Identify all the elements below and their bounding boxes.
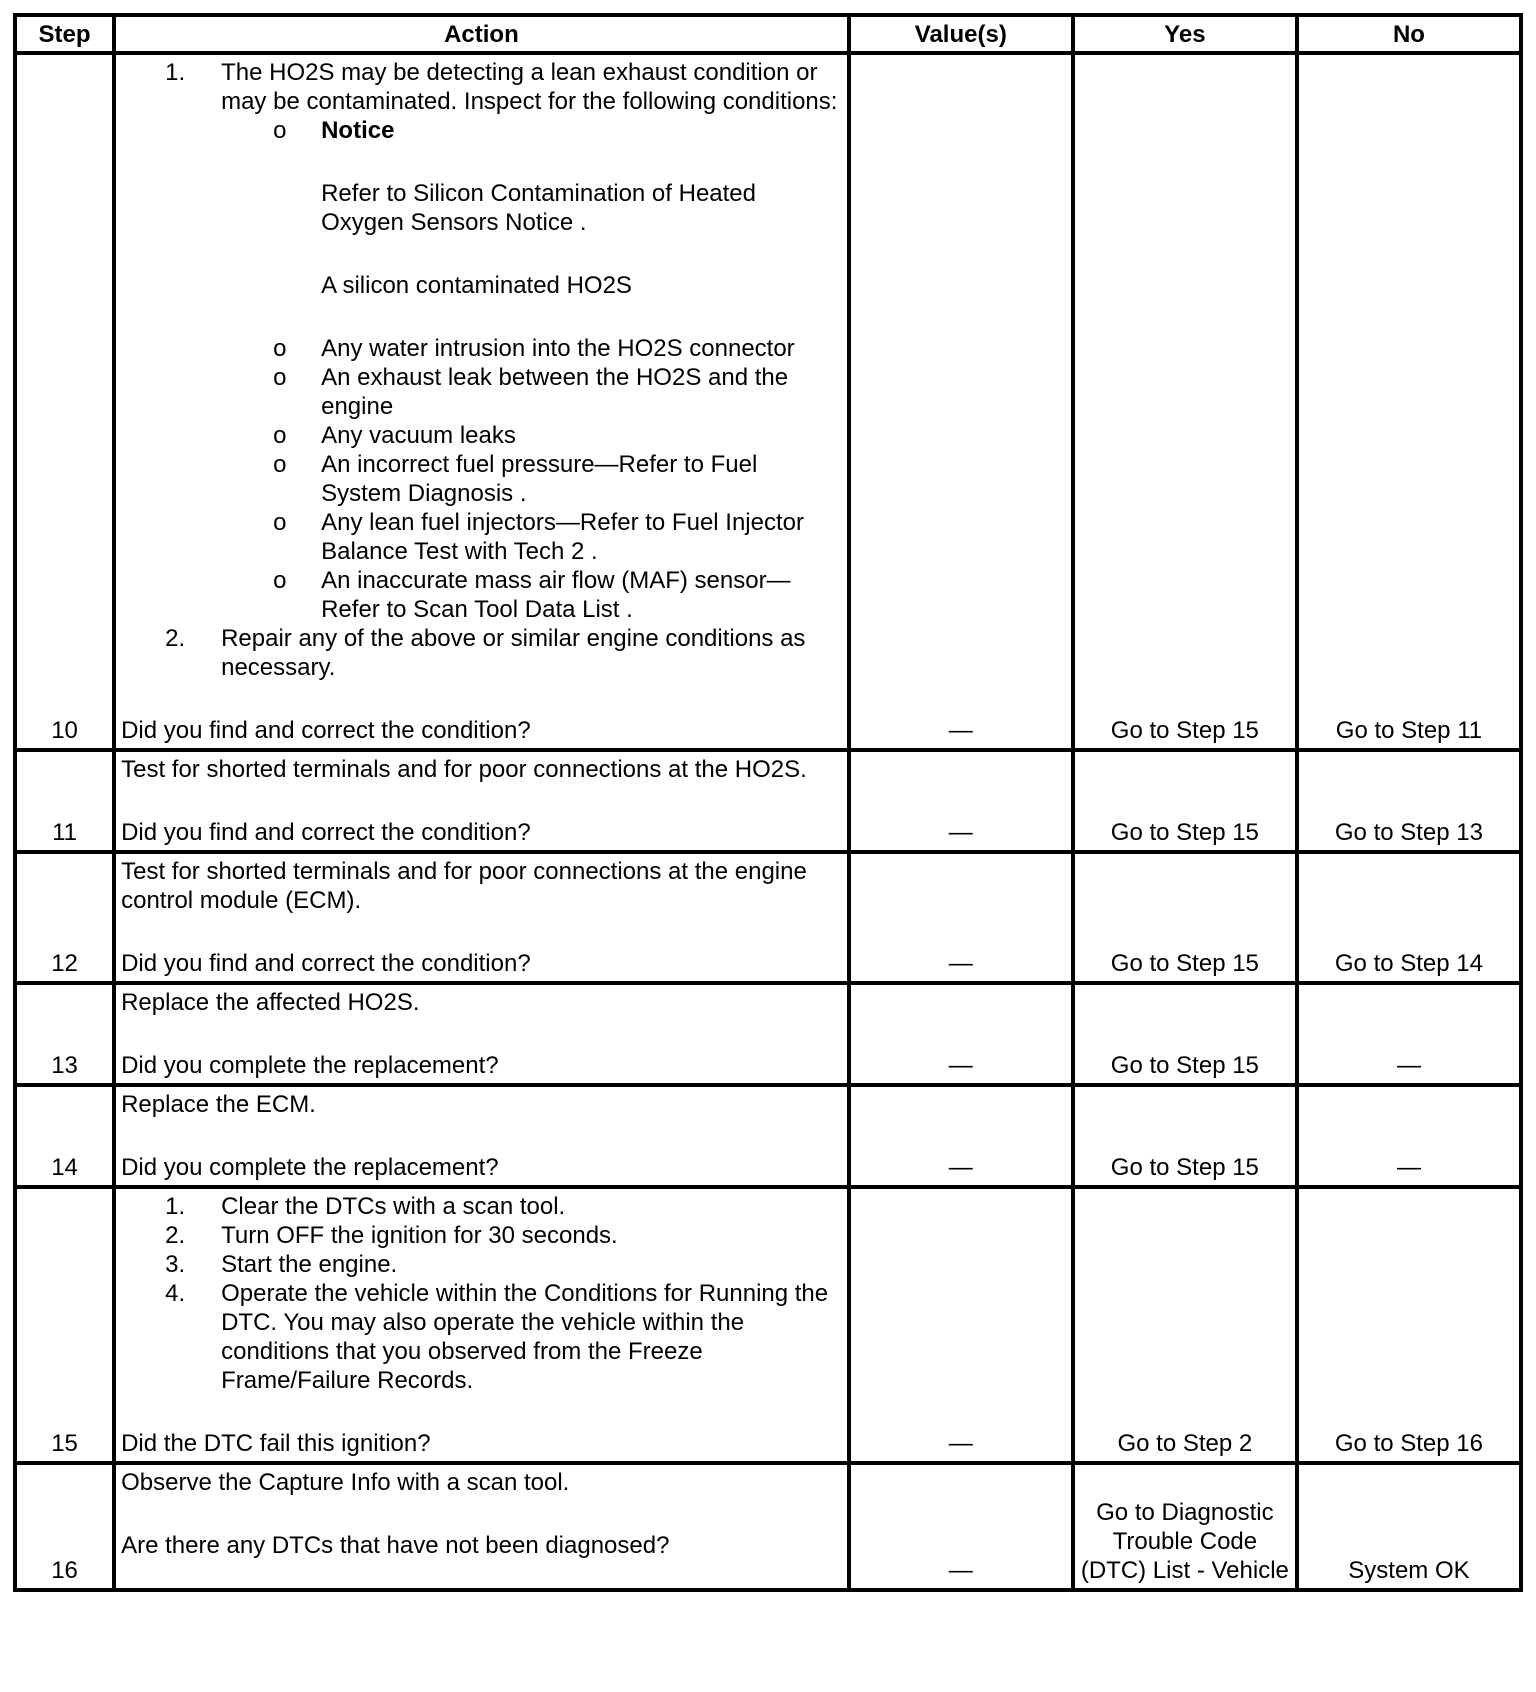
instruction-text: Clear the DTCs with a scan tool. <box>221 1193 566 1220</box>
step-number: 14 <box>15 1085 114 1187</box>
list-item <box>273 421 842 450</box>
value-cell: — <box>849 1085 1073 1187</box>
instruction-text: Repair any of the above or similar engine conditions as necessary. <box>221 625 806 681</box>
no-cell: Go to Step 16 <box>1297 1187 1521 1463</box>
step-index: 1. <box>165 59 186 86</box>
notice-text: Refer to Silicon Contamination of Heated Oxygen Sensors Notice . <box>321 180 756 236</box>
list-item <box>273 363 842 421</box>
yes-cell: Go to Step 15 <box>1073 53 1297 750</box>
question-text: Did you find and correct the condition? <box>121 950 531 977</box>
bullet-marker: o <box>273 509 287 536</box>
step-index: 4. <box>165 1280 186 1307</box>
bullet-marker: o <box>273 422 287 449</box>
question-text: Did the DTC fail this ignition? <box>121 1430 431 1457</box>
yes-cell: Go to Diagnostic Trouble Code (DTC) List - Vehicle <box>1073 1463 1297 1590</box>
condition-text: Any vacuum leaks <box>321 422 516 449</box>
header-yes: Yes <box>1073 15 1297 53</box>
notice-title: Notice <box>321 117 395 144</box>
instruction-text: Replace the affected HO2S. <box>121 989 420 1016</box>
yes-cell: Go to Step 15 <box>1073 852 1297 983</box>
list-item <box>165 1221 842 1250</box>
question-text: Did you find and correct the condition? <box>121 819 531 846</box>
step-number: 11 <box>15 750 114 852</box>
yes-cell: Go to Step 2 <box>1073 1187 1297 1463</box>
action-cell <box>114 983 849 1085</box>
list-item <box>165 1279 842 1395</box>
instruction-text: The HO2S may be detecting a lean exhaust condition or may be contaminated. Inspect for the following conditions: <box>221 59 838 115</box>
bullet-marker: o <box>273 567 287 594</box>
condition-text: An inaccurate mass air flow (MAF) sensor—Refer to Scan Tool Data List . <box>321 567 791 623</box>
list-item <box>273 508 842 566</box>
conditions-list <box>221 116 842 624</box>
step-index: 3. <box>165 1251 186 1278</box>
list-item <box>165 58 842 624</box>
instruction-text: Test for shorted terminals and for poor connections at the engine control module (ECM). <box>121 858 807 914</box>
condition-text: An incorrect fuel pressure—Refer to Fuel System Diagnosis . <box>321 451 758 507</box>
step-number: 16 <box>15 1463 114 1590</box>
instruction-text: Operate the vehicle within the Conditions for Running the DTC. You may also operate the vehicle within the conditions that you observed from the Freeze Frame/Failure Records. <box>221 1280 829 1394</box>
yes-cell: Go to Step 15 <box>1073 983 1297 1085</box>
question-text: Are there any DTCs that have not been diagnosed? <box>121 1532 670 1559</box>
step-number: 12 <box>15 852 114 983</box>
action-cell <box>114 1085 849 1187</box>
action-cell <box>114 1463 849 1590</box>
step-index: 1. <box>165 1193 186 1220</box>
list-item <box>273 566 842 624</box>
value-cell: — <box>849 750 1073 852</box>
value-cell: — <box>849 983 1073 1085</box>
instruction-text: Start the engine. <box>221 1251 398 1278</box>
list-item <box>273 450 842 508</box>
header-values: Value(s) <box>849 15 1073 53</box>
action-cell <box>114 1187 849 1463</box>
step-number: 15 <box>15 1187 114 1463</box>
condition-text: An exhaust leak between the HO2S and the engine <box>321 364 789 420</box>
question-text: Did you complete the replacement? <box>121 1052 499 1079</box>
step-index: 2. <box>165 625 186 652</box>
instruction-text: Turn OFF the ignition for 30 seconds. <box>221 1222 618 1249</box>
condition-text: Any water intrusion into the HO2S connector <box>321 335 795 362</box>
header-action: Action <box>114 15 849 53</box>
list-item <box>165 624 842 682</box>
step-number: 13 <box>15 983 114 1085</box>
no-cell: System OK <box>1297 1463 1521 1590</box>
yes-cell: Go to Step 15 <box>1073 1085 1297 1187</box>
action-cell <box>114 53 849 750</box>
no-cell: Go to Step 13 <box>1297 750 1521 852</box>
bullet-marker: o <box>273 117 287 144</box>
header-no: No <box>1297 15 1521 53</box>
table-row <box>15 1187 1521 1463</box>
header-step: Step <box>15 15 114 53</box>
action-cell <box>114 750 849 852</box>
yes-cell: Go to Step 15 <box>1073 750 1297 852</box>
table-row <box>15 852 1521 983</box>
question-text: Did you complete the replacement? <box>121 1154 499 1181</box>
condition-text: Any lean fuel injectors—Refer to Fuel Injector Balance Test with Tech 2 . <box>321 509 804 565</box>
bullet-marker: o <box>273 451 287 478</box>
diagnostic-table <box>13 13 1523 1592</box>
no-cell: — <box>1297 983 1521 1085</box>
instruction-text: Test for shorted terminals and for poor connections at the HO2S. <box>121 756 807 783</box>
list-item <box>165 1192 842 1221</box>
notice-extra-text: A silicon contaminated HO2S <box>321 272 632 299</box>
table-row <box>15 53 1521 750</box>
bullet-marker: o <box>273 335 287 362</box>
list-item <box>165 1250 842 1279</box>
value-cell: — <box>849 53 1073 750</box>
step-number: 10 <box>15 53 114 750</box>
list-item <box>273 334 842 363</box>
value-cell: — <box>849 1187 1073 1463</box>
value-cell: — <box>849 852 1073 983</box>
numbered-steps <box>121 1192 842 1395</box>
header-row <box>15 15 1521 53</box>
instruction-text: Replace the ECM. <box>121 1091 316 1118</box>
value-cell: — <box>849 1463 1073 1590</box>
step-index: 2. <box>165 1222 186 1249</box>
bullet-marker: o <box>273 364 287 391</box>
table-row <box>15 750 1521 852</box>
numbered-steps <box>121 58 842 682</box>
no-cell: — <box>1297 1085 1521 1187</box>
no-cell: Go to Step 14 <box>1297 852 1521 983</box>
table-row <box>15 983 1521 1085</box>
no-cell: Go to Step 11 <box>1297 53 1521 750</box>
table-row <box>15 1085 1521 1187</box>
question-text: Did you find and correct the condition? <box>121 717 531 744</box>
instruction-text: Observe the Capture Info with a scan tool. <box>121 1469 570 1496</box>
list-item <box>273 116 842 300</box>
action-cell <box>114 852 849 983</box>
table-row <box>15 1463 1521 1590</box>
